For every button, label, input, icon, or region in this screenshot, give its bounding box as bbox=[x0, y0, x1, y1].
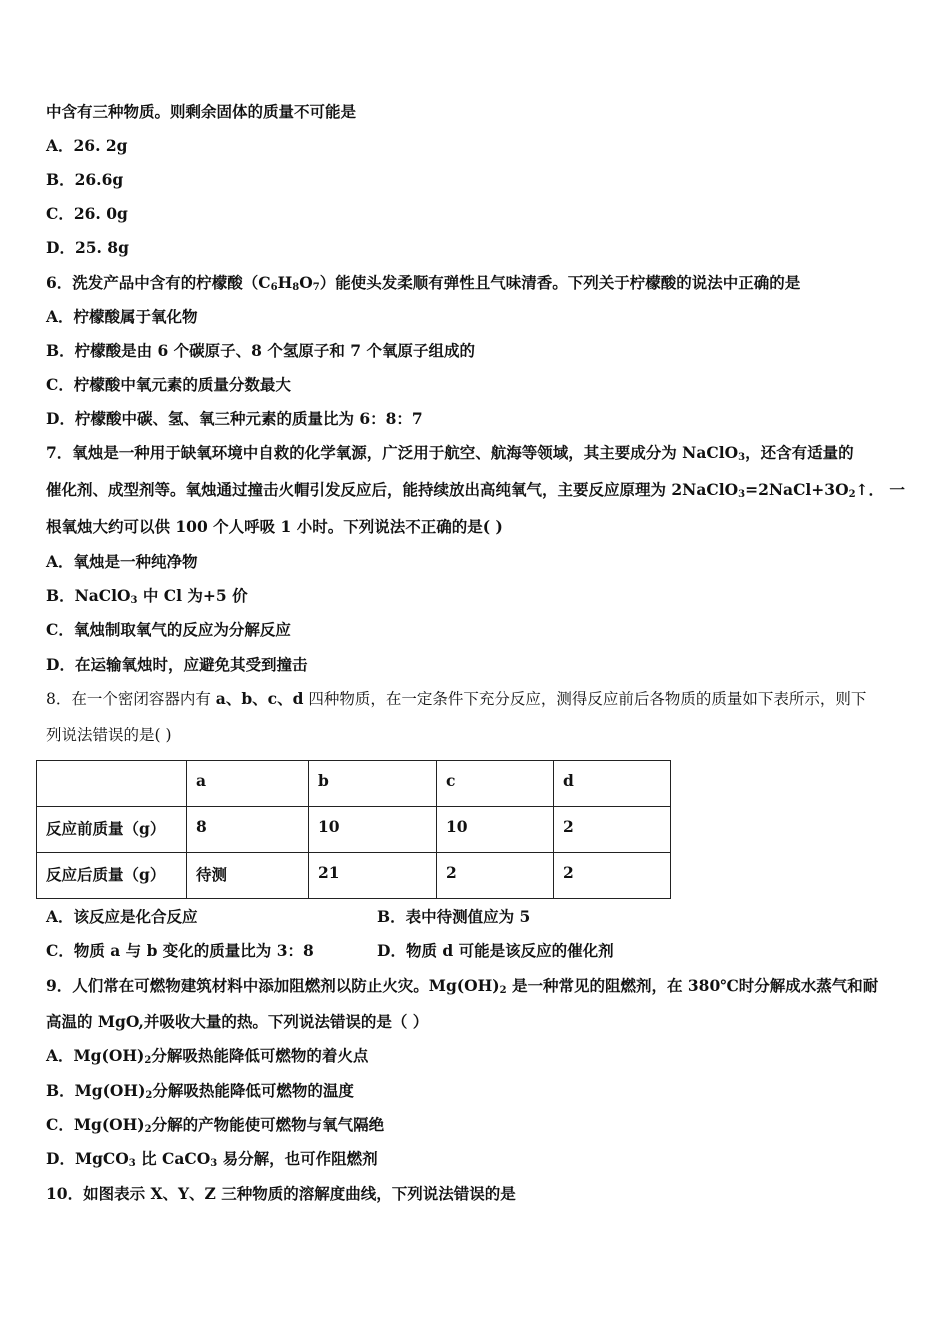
table-cell: 10 bbox=[309, 807, 437, 853]
q7-option-c: C．氧烛制取氧气的反应为分解反应 bbox=[46, 620, 291, 639]
q9-stem-line2: 高温的 MgO,并吸收大量的热。下列说法错误的是（ ） bbox=[46, 1012, 429, 1031]
q7-stem-line2: 催化剂、成型剂等。氧烛通过撞击火帽引发反应后，能持续放出高纯氧气，主要反应原理为 $2NaClO_3=2NaCl+3O_2↑$． 一 bbox=[46, 480, 905, 500]
table-cell: 待测 bbox=[187, 853, 309, 899]
q9-stem-line1: 9．人们常在可燃物建筑材料中添加阻燃剂以防止火灾。$Mg(OH)_2$ 是一种常见的阻燃剂，在 380℃时分解成水蒸气和耐 bbox=[46, 976, 879, 996]
table-cell bbox=[37, 761, 187, 807]
q7-option-b: B．NaClO$_3$ 中 Cl 为+5 价 bbox=[46, 586, 248, 606]
q9-option-d: D．MgCO$_3$ 比 CaCO$_3$ 易分解，也可作阻燃剂 bbox=[46, 1149, 378, 1169]
q8-option-b: B．表中待测值应为 5 bbox=[377, 907, 531, 926]
q8-stem-line2: 列说法错误的是( ) bbox=[46, 726, 172, 744]
q5-stem: 中含有三种物质。则剩余固体的质量不可能是 bbox=[46, 102, 357, 121]
table-cell: 2 bbox=[437, 853, 554, 899]
q8-option-c: C．物质 a 与 b 变化的质量比为 3：8 bbox=[46, 941, 314, 960]
q9-option-c: C．$Mg(OH)_2$分解的产物能使可燃物与氧气隔绝 bbox=[46, 1115, 385, 1135]
q9-option-b: B．$Mg(OH)_2$分解吸热能降低可燃物的温度 bbox=[46, 1081, 354, 1101]
q6-option-d: D．柠檬酸中碳、氢、氧三种元素的质量比为 6：8：7 bbox=[46, 409, 423, 428]
q6-option-c: C．柠檬酸中氧元素的质量分数最大 bbox=[46, 375, 291, 394]
table-row bbox=[37, 807, 671, 853]
q7-option-a: A．氧烛是一种纯净物 bbox=[46, 552, 198, 571]
table-cell: b bbox=[309, 761, 437, 807]
q8-option-d: D．物质 d 可能是该反应的催化剂 bbox=[377, 941, 614, 960]
mass-table bbox=[36, 760, 671, 899]
q5-option-c: C．26. 0g bbox=[46, 204, 128, 223]
table-cell: 8 bbox=[187, 807, 309, 853]
q6-option-b: B．柠檬酸是由 6 个碳原子、8 个氢原子和 7 个氧原子组成的 bbox=[46, 341, 475, 360]
q10-stem: 10．如图表示 X、Y、Z 三种物质的溶解度曲线，下列说法错误的是 bbox=[46, 1184, 516, 1203]
table-cell: d bbox=[554, 761, 671, 807]
table-cell: c bbox=[437, 761, 554, 807]
table-cell: 21 bbox=[309, 853, 437, 899]
q8-option-a: A．该反应是化合反应 bbox=[46, 907, 198, 926]
q6-stem: 6．洗发产品中含有的柠檬酸$(C_6H_8O_7)$能使头发柔顺有弹性且气味清香。下列关于柠檬酸的说法中正确的是 bbox=[46, 273, 801, 293]
q5-option-d: D．25. 8g bbox=[46, 238, 129, 257]
table-cell: 2 bbox=[554, 807, 671, 853]
table-cell: 反应后质量（g） bbox=[37, 853, 187, 899]
q7-stem-line3: 根氧烛大约可以供 100 个人呼吸 1 小时。下列说法不正确的是( ) bbox=[46, 517, 503, 536]
q6-option-a: A．柠檬酸属于氧化物 bbox=[46, 307, 198, 326]
q5-option-a: A．26. 2g bbox=[46, 136, 128, 155]
q7-stem-line1: 7．氧烛是一种用于缺氧环境中自救的化学氧源，广泛用于航空、航海等领域，其主要成分为 NaClO$_3$，还含有适量的 bbox=[46, 443, 854, 463]
table-cell: 10 bbox=[437, 807, 554, 853]
q5-option-b: B．26.6g bbox=[46, 170, 124, 189]
table-cell: a bbox=[187, 761, 309, 807]
table-cell: 2 bbox=[554, 853, 671, 899]
q8-stem-line1: 8．在一个密闭容器内有 a、b、c、d 四种物质，在一定条件下充分反应，测得反应前后各物质的质量如下表所示，则下 bbox=[46, 689, 867, 708]
table-header-row bbox=[37, 761, 671, 807]
table-cell: 反应前质量（g） bbox=[37, 807, 187, 853]
q7-option-d: D．在运输氧烛时，应避免其受到撞击 bbox=[46, 655, 308, 674]
q9-option-a: A．$Mg(OH)_2$分解吸热能降低可燃物的着火点 bbox=[46, 1046, 369, 1066]
table-row bbox=[37, 853, 671, 899]
